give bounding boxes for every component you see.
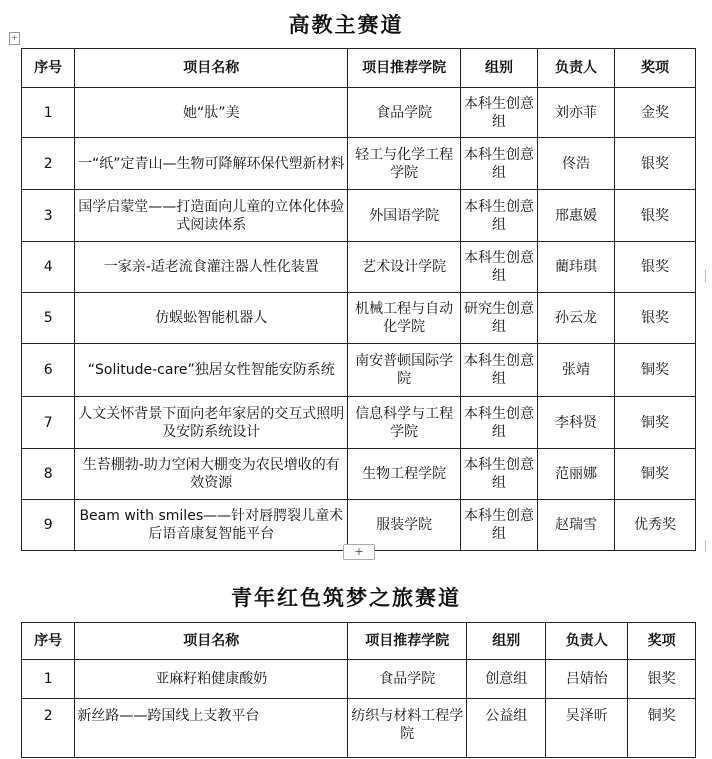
group-cell: 公益组 [467, 699, 546, 758]
column-header-college: 项目推荐学院 [348, 49, 461, 88]
leader-cell: 张靖 [538, 344, 615, 397]
table-row [22, 500, 696, 551]
awards-table-main-track [21, 48, 696, 551]
college-cell: 食品学院 [348, 660, 467, 699]
award-cell: 铜奖 [628, 699, 696, 758]
leader-cell: 孙云龙 [538, 293, 615, 344]
award-cell: 银奖 [614, 190, 695, 242]
award-cell: 银奖 [628, 660, 696, 699]
index-cell: 6 [22, 344, 75, 397]
index-cell: 3 [22, 190, 75, 242]
table-row [22, 397, 696, 449]
column-header-college: 项目推荐学院 [348, 623, 467, 660]
column-header-leader: 负责人 [546, 623, 628, 660]
group-cell: 创意组 [467, 660, 546, 699]
table-row [22, 449, 696, 500]
column-header-index: 序号 [22, 49, 75, 88]
college-cell: 食品学院 [348, 88, 461, 138]
section-title-main-track: 高教主赛道 [288, 12, 404, 37]
add-row-button[interactable]: + [343, 544, 375, 560]
leader-cell: 吴泽昕 [546, 699, 628, 758]
table-row [22, 660, 696, 699]
group-cell: 本科生创意组 [461, 88, 538, 138]
table-row [22, 190, 696, 242]
award-cell: 银奖 [614, 138, 695, 190]
award-cell: 金奖 [614, 88, 695, 138]
college-cell: 艺术设计学院 [348, 242, 461, 293]
award-cell: 银奖 [614, 293, 695, 344]
college-cell: 外国语学院 [348, 190, 461, 242]
column-header-project-name: 项目名称 [75, 49, 348, 88]
leader-cell: 藺玮琪 [538, 242, 615, 293]
table-move-handle-icon[interactable]: + [9, 32, 20, 45]
group-cell: 本科生创意组 [461, 190, 538, 242]
index-cell: 1 [22, 660, 75, 699]
table-row [22, 344, 696, 397]
column-header-group: 组别 [461, 49, 538, 88]
project-name-cell: 生苔棚勃-助力空闲大棚变为农民增收的有效资源 [75, 449, 348, 500]
column-header-index: 序号 [22, 623, 75, 660]
index-cell: 7 [22, 397, 75, 449]
section-title-red-track: 青年红色筑梦之旅赛道 [231, 585, 461, 610]
column-header-group: 组别 [467, 623, 546, 660]
table-row [22, 242, 696, 293]
column-header-award: 奖项 [628, 623, 696, 660]
group-cell: 研究生创意组 [461, 293, 538, 344]
index-cell: 8 [22, 449, 75, 500]
college-cell: 轻工与化学工程学院 [348, 138, 461, 190]
page-edge-marker [705, 540, 712, 552]
index-cell: 5 [22, 293, 75, 344]
table-row [22, 699, 696, 758]
project-name-cell: 她“肽”美 [75, 88, 348, 138]
column-header-project-name: 项目名称 [75, 623, 348, 660]
award-cell: 铜奖 [614, 397, 695, 449]
project-name-cell: 国学启蒙堂——打造面向儿童的立体化体验式阅读体系 [75, 190, 348, 242]
index-cell: 4 [22, 242, 75, 293]
index-cell: 2 [22, 138, 75, 190]
college-cell: 服装学院 [348, 500, 461, 551]
group-cell: 本科生创意组 [461, 138, 538, 190]
leader-cell: 李科贤 [538, 397, 615, 449]
column-header-leader: 负责人 [538, 49, 615, 88]
leader-cell: 邢惠媛 [538, 190, 615, 242]
index-cell: 9 [22, 500, 75, 551]
index-cell: 1 [22, 88, 75, 138]
table-row [22, 293, 696, 344]
project-name-cell: “Solitude-care”独居女性智能安防系统 [75, 344, 348, 397]
project-name-cell: 亚麻籽粕健康酸奶 [75, 660, 348, 699]
award-cell: 银奖 [614, 242, 695, 293]
group-cell: 本科生创意组 [461, 242, 538, 293]
college-cell: 生物工程学院 [348, 449, 461, 500]
award-cell: 铜奖 [614, 449, 695, 500]
college-cell: 机械工程与自动化学院 [348, 293, 461, 344]
leader-cell: 刘亦菲 [538, 88, 615, 138]
project-name-cell: 一“纸”定青山—生物可降解环保代塑新材料 [75, 138, 348, 190]
project-name-cell: 人文关怀背景下面向老年家居的交互式照明及安防系统设计 [75, 397, 348, 449]
group-cell: 本科生创意组 [461, 500, 538, 551]
college-cell: 信息科学与工程学院 [348, 397, 461, 449]
table-header-row [22, 49, 696, 88]
project-name-cell: 仿蜈蚣智能机器人 [75, 293, 348, 344]
page-edge-marker [705, 270, 712, 282]
group-cell: 本科生创意组 [461, 344, 538, 397]
awards-table-red-track [21, 622, 696, 758]
index-cell: 2 [22, 699, 75, 758]
column-header-award: 奖项 [614, 49, 695, 88]
project-name-cell: 一家亲-适老流食灌注器人性化装置 [75, 242, 348, 293]
leader-cell: 佟浩 [538, 138, 615, 190]
project-name-cell: Beam with smiles——针对唇腭裂儿童术后语音康复智能平台 [75, 500, 348, 551]
table-row [22, 138, 696, 190]
project-name-cell: 新丝路——跨国线上支教平台 [75, 699, 348, 758]
leader-cell: 吕婧怡 [546, 660, 628, 699]
award-cell: 优秀奖 [614, 500, 695, 551]
table-header-row [22, 623, 696, 660]
table-row [22, 88, 696, 138]
leader-cell: 范丽娜 [538, 449, 615, 500]
college-cell: 南安普顿国际学院 [348, 344, 461, 397]
college-cell: 纺织与材料工程学院 [348, 699, 467, 758]
group-cell: 本科生创意组 [461, 449, 538, 500]
group-cell: 本科生创意组 [461, 397, 538, 449]
award-cell: 铜奖 [614, 344, 695, 397]
leader-cell: 赵瑞雪 [538, 500, 615, 551]
